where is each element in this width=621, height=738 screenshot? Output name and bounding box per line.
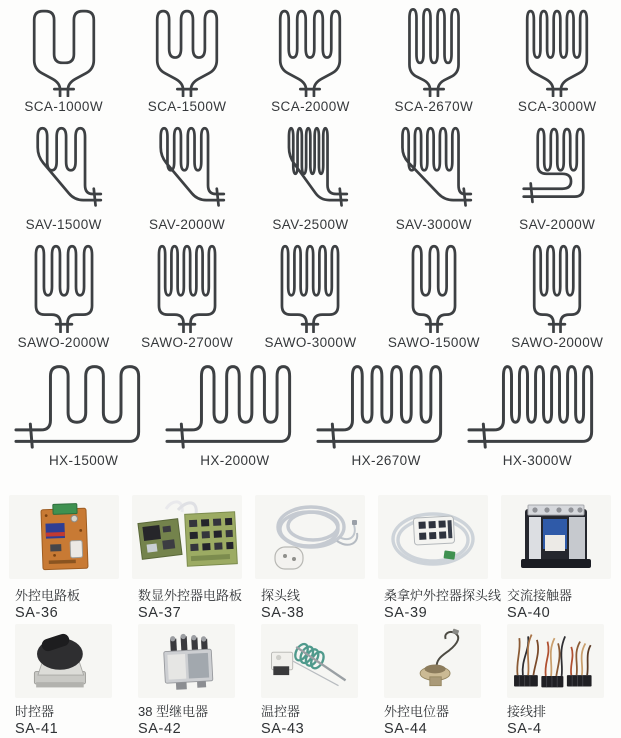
heating-element-diagram-icon [20,3,108,97]
heater-model-label: HX-3000W [502,453,572,468]
part-name-label: 接线排 [507,704,547,719]
parts-row-2 [2,622,619,738]
timer-photo [2,622,125,700]
heating-element-diagram-icon [311,357,461,451]
heater-model-label: SAV-2500W [272,217,349,232]
heater-product-cell [373,121,495,239]
heating-element-diagram-icon [20,239,108,333]
heater-product-cell [126,121,248,239]
part-cell [371,622,494,738]
heating-element-diagram-icon [390,3,478,97]
heater-product-cell [126,239,248,357]
heater-row-sawo [0,239,621,357]
heater-model-label: SAWO-2000W [511,335,604,350]
part-code-label: SA-4 [507,721,542,737]
part-cell [494,622,617,738]
heater-product-cell [496,3,618,121]
thermostat-photo [248,622,371,700]
heating-element-diagram-icon [143,3,231,97]
part-cell [2,490,125,622]
part-code-label: SA-38 [261,605,305,621]
terminal-strip-photo [494,622,617,700]
heating-element-diagram-icon [462,357,612,451]
heater-row-sav [0,121,621,239]
heater-product-cell [9,357,159,478]
heater-model-label: SAV-2000W [149,217,226,232]
heater-product-cell [373,3,495,121]
part-code-label: SA-43 [261,721,305,737]
green-circuit-boards-photo [125,490,248,584]
heater-product-cell [3,3,125,121]
heater-product-cell [249,3,371,121]
heater-product-cell [3,239,125,357]
heater-model-label: SAWO-2700W [141,335,234,350]
heating-element-diagram-icon [143,121,231,215]
controller-probe-cable-photo [371,490,494,584]
heater-product-cell [311,357,461,478]
part-name-label: 桑拿炉外控器探头线 [384,588,502,603]
heater-product-cell [462,357,612,478]
part-code-label: SA-36 [15,605,59,621]
heater-model-label: SCA-1000W [24,99,103,114]
part-code-label: SA-41 [15,721,59,737]
heater-model-label: HX-2670W [351,453,421,468]
heater-product-cell [126,3,248,121]
heater-product-cell [3,121,125,239]
part-name-label: 交流接触器 [507,588,573,603]
heater-model-label: SCA-1500W [147,99,227,114]
heating-element-diagram-icon [266,121,354,215]
part-cell [248,490,371,622]
part-name-label: 外控电路板 [15,588,81,603]
part-name-label: 数显外控器电路板 [138,588,243,603]
controller-parts-section [0,490,621,738]
heating-element-diagram-icon [160,357,310,451]
orange-circuit-board-photo [2,490,125,584]
part-code-label: SA-44 [384,721,428,737]
heating-element-diagram-icon [266,239,354,333]
heater-row-hx [0,357,621,478]
heater-model-label: SCA-2670W [394,99,474,114]
heater-product-cell [249,121,371,239]
part-cell [371,490,502,622]
part-name-label: 外控电位器 [384,704,450,719]
heater-product-cell [496,121,618,239]
heating-element-diagram-icon [513,239,601,333]
heater-model-label: HX-2000W [200,453,270,468]
heater-model-label: SAWO-1500W [387,335,480,350]
potentiometer-photo [371,622,494,700]
part-name-label: 温控器 [261,704,301,719]
heating-element-diagram-icon [513,3,601,97]
part-name-label: 38 型继电器 [138,704,209,719]
heating-element-diagram-icon [9,357,159,451]
part-cell [125,490,248,622]
heating-element-diagram-icon [513,121,601,215]
heater-product-cell [249,239,371,357]
heating-element-diagram-icon [20,121,108,215]
part-cell [2,622,125,738]
heater-model-label: HX-1500W [49,453,119,468]
relay-photo [125,622,248,700]
heating-element-diagram-icon [143,239,231,333]
heater-row-sca [0,3,621,121]
ac-contactor-photo [494,490,617,584]
heater-model-label: SAWO-3000W [264,335,357,350]
heater-model-label: SAV-3000W [395,217,472,232]
heater-model-label: SAV-1500W [25,217,102,232]
part-name-label: 探头线 [261,588,301,603]
heating-elements-section [0,3,621,478]
heating-element-diagram-icon [390,121,478,215]
heater-product-cell [160,357,310,478]
parts-row-1 [2,490,619,622]
heating-element-diagram-icon [390,239,478,333]
part-cell [494,490,617,622]
heater-product-cell [496,239,618,357]
probe-cable-photo [248,490,371,584]
heater-model-label: SCA-3000W [517,99,597,114]
part-code-label: SA-42 [138,721,182,737]
part-code-label: SA-40 [507,605,551,621]
heater-product-cell [373,239,495,357]
heater-model-label: SAWO-2000W [17,335,110,350]
part-cell [125,622,248,738]
part-code-label: SA-39 [384,605,428,621]
part-name-label: 时控器 [15,704,55,719]
heater-model-label: SCA-2000W [271,99,350,114]
heating-element-diagram-icon [266,3,354,97]
heater-model-label: SAV-2000W [519,217,596,232]
part-code-label: SA-37 [138,605,182,621]
part-cell [248,622,371,738]
